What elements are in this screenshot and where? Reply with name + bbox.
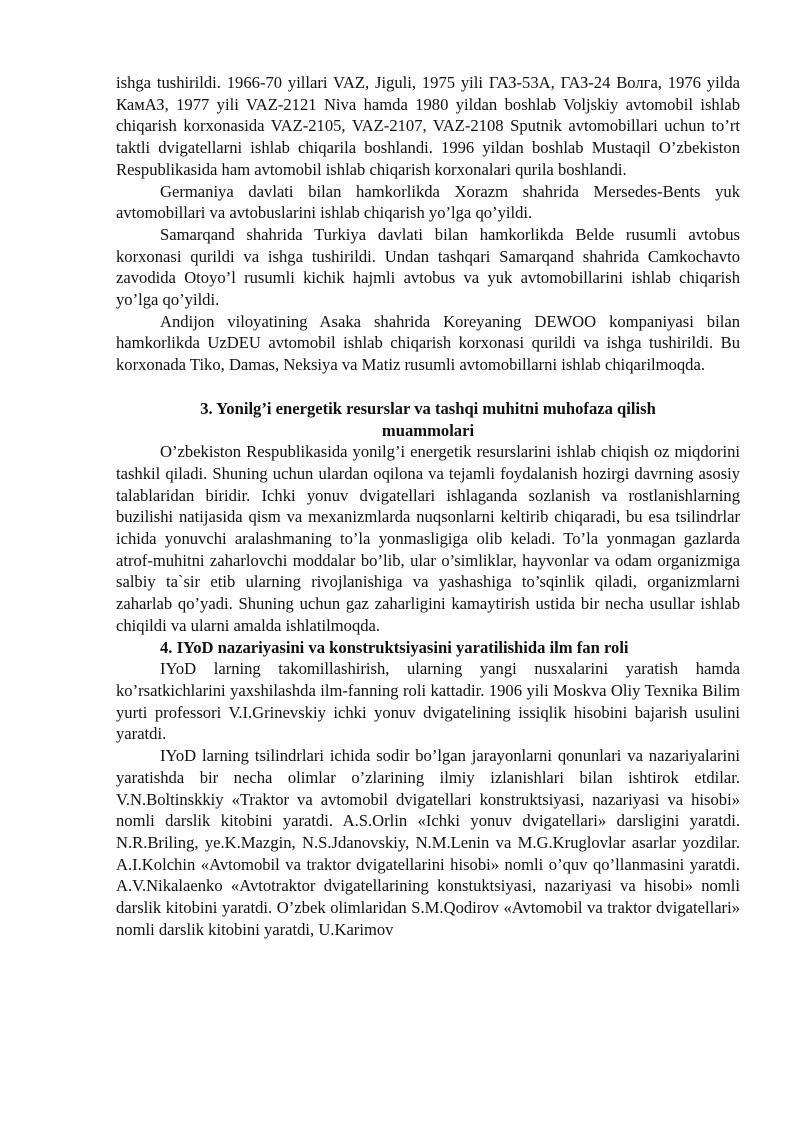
section-3-paragraph: O’zbekiston Respublikasida yonilg’i energetik resurslarini ishlab chiqish oz miqdorini tashkil qiladi. Shuning uchun ulardan oqilona va tejamli foydalanish hozirgi davrning asosiy talablaridan biridir. Ichki yonuv dvigatellari ishlaganda sozlanish va rostlanishlarning buzilishi natijasida qism va mexanizmlarda nuqsonlarni keltirib chiqaradi, bu esa tsilindrlar ichida yonuvchi aralashmaning to’la yonmasligiga olib keladi. To’la yonmagan gazlarda atrof-muhitni zaharlovchi moddalar bo’lib, ular o’simliklar, hayvonlar va odam organizmiga salbiy ta`sir etib ularning rivojlanishiga va yashashiga to’sqinlik qiladi, organizmlarni zaharlab qo’yadi. Shuning uchun gaz zaharligini kamaytirish ustida bir necha usullar ishlab chiqildi va ularni amalda ishlatilmoqda. [116, 442, 740, 635]
section-4-heading: 4. IYoD nazariyasini va konstruktsiyasini yaratilishida ilm fan roli [160, 637, 629, 657]
document-page [116, 72, 740, 940]
section-4-paragraph-2: IYoD larning tsilindrlari ichida sodir bo’lgan jarayonlarni qonunlari va nazariyalarini yaratishda bir necha olimlar o’zlarining ilmiy izlanishlari bilan ishtirok etdilar. V.N.Boltinskkiy «Traktor va avtomobil dvigatellari konstruktsiyasi, nazariyasi va hisobi» nomli darslik kitobini yaratdi. A.S.Orlin «Ichki yonuv dvigatellari» darsligini yaratdi. N.R.Briling, ye.K.Mazgin, N.S.Jdanovskiy, N.M.Lenin va M.G.Kruglovlar asarlar yozdilar. A.I.Kolchin «Avtomobil va traktor dvigatellarini hisobi» nomli o’quv qo’llanmasini yaratdi. A.V.Nikalaenko «Avtotraktor dvigatellarining konstuktsiyasi, nazariyasi va hisobi» nomli darslik kitobini yaratdi. O’zbek olimlaridan S.M.Qodirov «Avtomobil va traktor dvigatellari» nomli darslik kitobini yaratdi, U.Karimov [116, 746, 740, 939]
section-3-heading: 3. Yonilg’i energetik resurslar va tashqi muhitni muhofaza qilish muammolari [200, 398, 656, 440]
section-4-paragraph-1: IYoD larning takomillashirish, ularning yangi nusxalarini yaratish hamda ko’rsatkichlarini yaxshilashda ilm-fanning roli kattadir. 1906 yili Moskva Oliy Texnika Bilim yurti professori V.I.Grinevskiy ichki yonuv dvigatelining issiqlik hisobini bajarish usulini yaratdi. [116, 659, 740, 744]
paragraph-intro-continuation: ishga tushirildi. 1966-70 yillari VAZ, Jiguli, 1975 yili ГАЗ-53А, ГАЗ-24 Волга, 1976 yilda КамАЗ, 1977 yili VAZ-2121 Niva hamda 1980 yildan boshlab Voljskiy avtomobil ishlab chiqarish korxonasida VAZ-2105, VAZ-2107, VAZ-2108 Sputnik avtomobillari uchun to’rt taktli dvigatellarni ishlab chiqarila boshlandi. 1996 yildan boshlab Mustaqil O’zbekiston Respublikasida ham avtomobil ishlab chiqarish korxonalari qurila boshlandi. [116, 73, 740, 179]
paragraph-samarqand: Samarqand shahrida Turkiya davlati bilan hamkorlikda Belde rusumli avtobus korxonasi qurildi va ishga tushirildi. Undan tashqari Samarqand shahrida Camkochavto zavodida Otoyo’l rusumli kichik hajmli avtobus va yuk avtomobillarini ishlab chiqarish yo’lga qo’yildi. [116, 224, 740, 310]
paragraph-mercedes: Germaniya davlati bilan hamkorlikda Xorazm shahrida Mersedes-Bents yuk avtomobillari va avtobuslarini ishlab chiqarish yo’lga qo’yildi. [116, 181, 740, 223]
paragraph-andijon: Andijon viloyatining Asaka shahrida Koreyaning DEWOO kompaniyasi bilan hamkorlikda UzDEU avtomobil ishlab chiqarish korxonasi qurildi va ishga tushirildi. Bu korxonada Tiko, Damas, Neksiya va Matiz rusumli avtomobillarni ishlab chiqarilmoqda. [116, 311, 740, 375]
